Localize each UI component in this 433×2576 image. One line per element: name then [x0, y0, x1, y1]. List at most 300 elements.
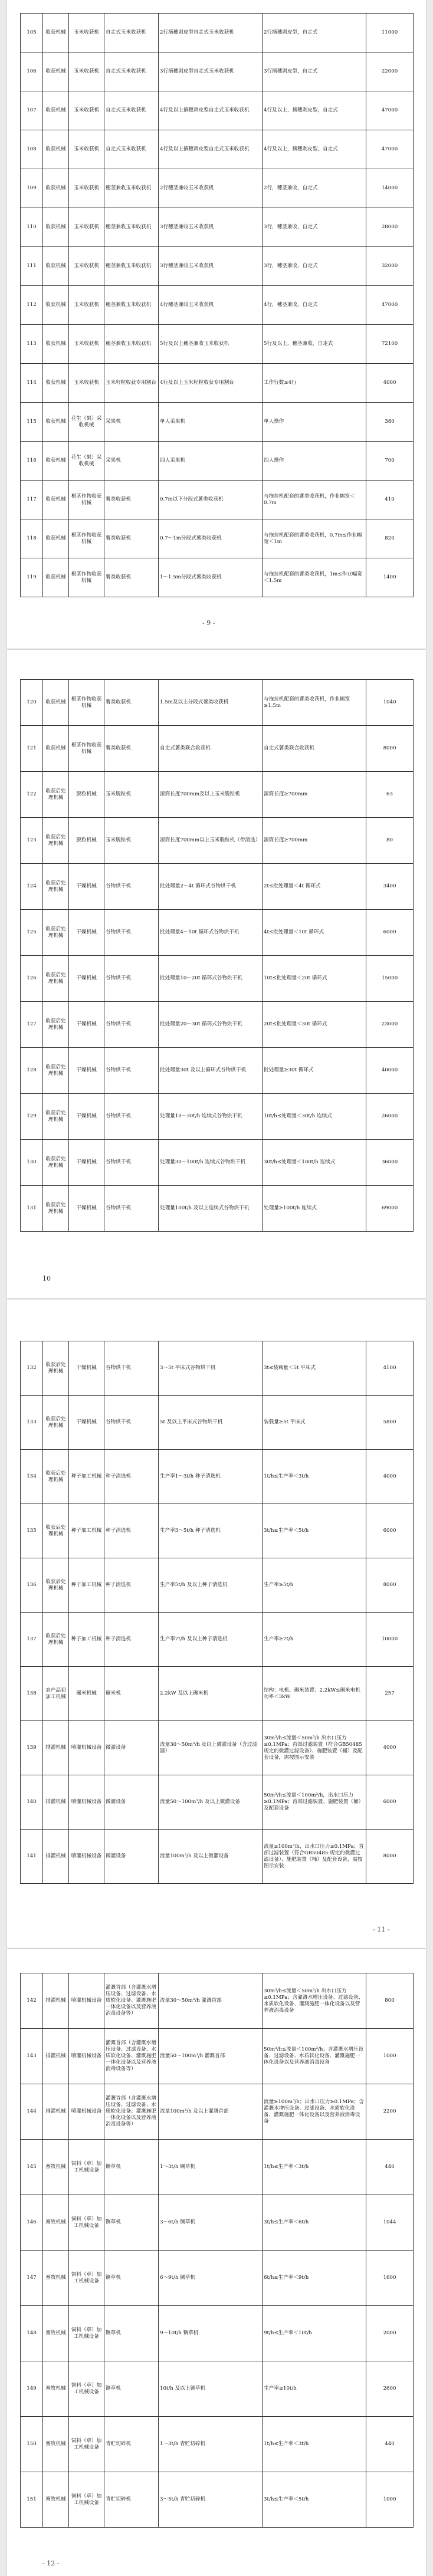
spec-cell: 滚筒长度≥700mm — [263, 818, 366, 864]
table-row — [21, 325, 414, 364]
spec-cell: 生产率≥10t/h — [263, 2361, 366, 2417]
subsidy-table — [20, 1973, 414, 2528]
subcategory-cell: 根茎作物收获机械 — [69, 481, 104, 519]
category-cell: 收获机械 — [43, 247, 69, 286]
spec-cell: 4行，穗茎兼收，自走式 — [263, 286, 366, 325]
subsidy-amount-cell: 4100 — [366, 1341, 414, 1396]
item-cell: 穗茎兼收玉米收获机 — [104, 247, 159, 286]
basic-grade-cell: 4行及以上摘穗剥皮型自走式玉米收获机 — [159, 91, 263, 130]
row-number: 120 — [21, 680, 43, 726]
item-cell: 谷物烘干机 — [104, 956, 159, 1002]
category-cell: 收获机械 — [43, 519, 69, 558]
subcategory-cell: 干燥机械 — [69, 956, 104, 1002]
category-cell: 收获机械 — [43, 403, 69, 442]
item-cell: 玉米脱粒机 — [104, 818, 159, 864]
category-cell: 收获后处理机械 — [43, 1140, 69, 1186]
item-cell: 薯类收获机 — [104, 558, 159, 597]
basic-grade-cell: 生产率1～3t/h 种子清选机 — [159, 1450, 263, 1504]
table-row — [21, 286, 414, 325]
row-number: 107 — [21, 91, 43, 130]
item-cell: 铡草机 — [104, 2140, 159, 2195]
subcategory-cell: 玉米收获机 — [69, 52, 104, 91]
table-row — [21, 519, 414, 558]
table-row — [21, 1667, 414, 1721]
item-cell: 谷物烘干机 — [104, 1002, 159, 1048]
table-row — [21, 2084, 414, 2140]
subsidy-amount-cell: 32000 — [366, 247, 414, 286]
spec-cell: 9t/h≤生产率＜10t/h — [263, 2306, 366, 2361]
subcategory-cell: 玉米收获机 — [69, 130, 104, 169]
basic-grade-cell: 3行穗茎兼收玉米收获机 — [159, 247, 263, 286]
item-cell: 玉米脱粒机 — [104, 772, 159, 818]
category-cell: 畜牧机械 — [43, 2251, 69, 2306]
subcategory-cell: 干燥机械 — [69, 1094, 104, 1140]
row-number: 143 — [21, 2029, 43, 2084]
subcategory-cell: 饲料（草）加工机械设备 — [69, 2417, 104, 2472]
row-number: 139 — [21, 1721, 43, 1775]
row-number: 112 — [21, 286, 43, 325]
subsidy-amount-cell: 2600 — [366, 2361, 414, 2417]
spec-cell: 生产率≥5t/h — [263, 1558, 366, 1613]
subsidy-amount-cell: 28000 — [366, 208, 414, 247]
item-cell: 薯类收获机 — [104, 726, 159, 772]
item-cell: 薯类收获机 — [104, 481, 159, 519]
category-cell: 收获后处理机械 — [43, 1002, 69, 1048]
row-number: 122 — [21, 772, 43, 818]
spec-cell: 10t≤批处理量＜20t 循环式 — [263, 956, 366, 1002]
subcategory-cell: 喷灌机械设备 — [69, 2084, 104, 2140]
subcategory-cell: 饲料（草）加工机械设备 — [69, 2472, 104, 2528]
subsidy-amount-cell: 2000 — [366, 2306, 414, 2361]
table-row — [21, 818, 414, 864]
spec-cell: 3t/h≤生产率＜5t/h — [263, 1504, 366, 1558]
item-cell: 谷物烘干机 — [104, 1186, 159, 1232]
basic-grade-cell: 5行及以上穗茎兼收玉米收获机 — [159, 325, 263, 364]
item-cell: 穗茎兼收玉米收获机 — [104, 169, 159, 208]
category-cell: 收获机械 — [43, 481, 69, 519]
basic-grade-cell: 处理量10～30t/h 连续式谷物烘干机 — [159, 1094, 263, 1140]
document-page-2 — [7, 650, 426, 1298]
item-cell: 采果机 — [104, 403, 159, 442]
subcategory-cell: 玉米收获机 — [69, 208, 104, 247]
row-number: 128 — [21, 1048, 43, 1094]
subsidy-amount-cell: 8000 — [366, 1558, 414, 1613]
subcategory-cell: 花生（果）采收机械 — [69, 442, 104, 481]
spec-cell: 2t≤批处理量＜4t 循环式 — [263, 864, 366, 910]
spec-cell: 生产率≥7t/h — [263, 1613, 366, 1667]
spec-cell: 处理量≥100t/h 连续式 — [263, 1186, 366, 1232]
category-cell: 收获机械 — [43, 169, 69, 208]
spec-cell: 2行，穗茎兼收，自走式 — [263, 169, 366, 208]
subcategory-cell: 饲料（草）加工机械设备 — [69, 2251, 104, 2306]
spec-cell: 四人操作 — [263, 442, 366, 481]
category-cell: 收获后处理机械 — [43, 864, 69, 910]
spec-cell: 1t/h≤生产率＜3t/h — [263, 1450, 366, 1504]
item-cell: 种子清选机 — [104, 1613, 159, 1667]
spec-cell: 1t/h≤生产率＜3t/h — [263, 2417, 366, 2472]
subcategory-cell: 根茎作物收获机械 — [69, 519, 104, 558]
page-number: 10 — [42, 1275, 51, 1282]
subsidy-amount-cell: 23000 — [366, 1002, 414, 1048]
item-cell: 采果机 — [104, 442, 159, 481]
row-number: 121 — [21, 726, 43, 772]
table-row — [21, 247, 414, 286]
category-cell: 农产品初加工机械 — [43, 1667, 69, 1721]
table-row — [21, 169, 414, 208]
subcategory-cell: 种子加工机械 — [69, 1504, 104, 1558]
basic-grade-cell: 2行穗茎兼收玉米收获机 — [159, 169, 263, 208]
spec-cell: 工作行数≥4行 — [263, 364, 366, 403]
item-cell: 谷物烘干机 — [104, 1140, 159, 1186]
subsidy-amount-cell: 47000 — [366, 130, 414, 169]
table-row — [21, 2140, 414, 2195]
table-row — [21, 864, 414, 910]
row-number: 110 — [21, 208, 43, 247]
row-number: 145 — [21, 2140, 43, 2195]
table-row — [21, 956, 414, 1002]
category-cell: 收获机械 — [43, 286, 69, 325]
row-number: 146 — [21, 2195, 43, 2251]
subsidy-amount-cell: 4000 — [366, 1721, 414, 1775]
subsidy-amount-cell: 10000 — [366, 1613, 414, 1667]
category-cell: 收获后处理机械 — [43, 1341, 69, 1396]
subsidy-amount-cell: 69000 — [366, 1186, 414, 1232]
item-cell: 微灌设备 — [104, 1775, 159, 1830]
item-cell: 穗茎兼收玉米收获机 — [104, 208, 159, 247]
category-cell: 收获机械 — [43, 52, 69, 91]
category-cell: 收获后处理机械 — [43, 1613, 69, 1667]
row-number: 123 — [21, 818, 43, 864]
row-number: 118 — [21, 519, 43, 558]
page-number: - 12 - — [42, 2559, 60, 2567]
subsidy-amount-cell: 5800 — [366, 1396, 414, 1450]
table-row — [21, 1450, 414, 1504]
spec-cell: 30m³/h≤流量＜50m³/h 出水口压力≥0.1MPa；首部过滤装置（符合GB50485 规定的微灌过滤设备）、施肥装置（桶）及配套设备，需按图示安装 — [263, 1721, 366, 1775]
basic-grade-cell: 0.7m以下分段式薯类收获机 — [159, 481, 263, 519]
subsidy-amount-cell: 22000 — [366, 52, 414, 91]
spec-cell: 4行及以上，摘穗剥皮型，自走式 — [263, 91, 366, 130]
item-cell: 谷物烘干机 — [104, 1094, 159, 1140]
subsidy-amount-cell: 47000 — [366, 286, 414, 325]
row-number: 135 — [21, 1504, 43, 1558]
row-number: 125 — [21, 910, 43, 956]
table-row — [21, 772, 414, 818]
subcategory-cell: 干燥机械 — [69, 1341, 104, 1396]
spec-cell: 30m³/h≤流量＜50m³/h 出水口压力≥0.1MPa；含灌溉水增压设备、过滤设备、水质软化设备、灌溉施肥一体化设备以及营养液消毒设备 — [263, 1973, 366, 2029]
category-cell: 收获后处理机械 — [43, 910, 69, 956]
row-number: 108 — [21, 130, 43, 169]
subcategory-cell: 种子加工机械 — [69, 1450, 104, 1504]
item-cell: 玉米籽粒收获专用割台 — [104, 364, 159, 403]
subsidy-amount-cell: 1040 — [366, 680, 414, 726]
basic-grade-cell: 1～3t/h 铡草机 — [159, 2140, 263, 2195]
subcategory-cell: 喷灌机械设备 — [69, 1830, 104, 1884]
category-cell: 畜牧机械 — [43, 2472, 69, 2528]
table-row — [21, 442, 414, 481]
basic-grade-cell: 批处理量30t 及以上循环式谷物烘干机 — [159, 1048, 263, 1094]
row-number: 129 — [21, 1094, 43, 1140]
table-row — [21, 910, 414, 956]
table-row — [21, 481, 414, 519]
subsidy-amount-cell: 2200 — [366, 2084, 414, 2140]
basic-grade-cell: 3～6t/h 铡草机 — [159, 2195, 263, 2251]
table-row — [21, 130, 414, 169]
subcategory-cell: 碾米机械 — [69, 1667, 104, 1721]
subcategory-cell: 喷灌机械设备 — [69, 1721, 104, 1775]
table-row — [21, 1973, 414, 2029]
subcategory-cell: 干燥机械 — [69, 910, 104, 956]
row-number: 150 — [21, 2417, 43, 2472]
category-cell: 收获机械 — [43, 14, 69, 52]
subsidy-amount-cell: 800 — [366, 1973, 414, 2029]
category-cell: 畜牧机械 — [43, 2140, 69, 2195]
subcategory-cell: 种子加工机械 — [69, 1558, 104, 1613]
basic-grade-cell: 1～1.5m分段式薯类收获机 — [159, 558, 263, 597]
basic-grade-cell: 处理量100t/h 及以上连续式谷物烘干机 — [159, 1186, 263, 1232]
subcategory-cell: 玉米收获机 — [69, 286, 104, 325]
item-cell: 种子清选机 — [104, 1504, 159, 1558]
table-row — [21, 2361, 414, 2417]
row-number: 124 — [21, 864, 43, 910]
item-cell: 种子清选机 — [104, 1450, 159, 1504]
table-row — [21, 1396, 414, 1450]
subcategory-cell: 饲料（草）加工机械设备 — [69, 2306, 104, 2361]
table-row — [21, 208, 414, 247]
subsidy-amount-cell: 6000 — [366, 1775, 414, 1830]
subcategory-cell: 花生（果）采收机械 — [69, 403, 104, 442]
category-cell: 收获后处理机械 — [43, 818, 69, 864]
category-cell: 收获机械 — [43, 208, 69, 247]
category-cell: 收获机械 — [43, 130, 69, 169]
item-cell: 铡草机 — [104, 2251, 159, 2306]
category-cell: 排灌机械 — [43, 2084, 69, 2140]
subsidy-amount-cell: 1000 — [366, 2472, 414, 2528]
subsidy-amount-cell: 36000 — [366, 1140, 414, 1186]
basic-grade-cell: 3～5t 平床式谷物烘干机 — [159, 1341, 263, 1396]
subsidy-amount-cell: 1400 — [366, 558, 414, 597]
item-cell: 谷物烘干机 — [104, 864, 159, 910]
spec-cell: 3t/h≤生产率＜6t/h — [263, 2195, 366, 2251]
category-cell: 收获机械 — [43, 325, 69, 364]
subcategory-cell: 干燥机械 — [69, 1048, 104, 1094]
row-number: 117 — [21, 481, 43, 519]
spec-cell: 与拖拉机配套的薯类收获机，1m≤作业幅宽＜1.5m — [263, 558, 366, 597]
table-row — [21, 1140, 414, 1186]
table-row — [21, 2195, 414, 2251]
document-page-3 — [7, 1299, 426, 1948]
subsidy-amount-cell: 4000 — [366, 1450, 414, 1504]
category-cell: 收获机械 — [43, 558, 69, 597]
basic-grade-cell: 批处理量10～20t 循环式谷物烘干机 — [159, 956, 263, 1002]
category-cell: 收获后处理机械 — [43, 1094, 69, 1140]
subsidy-amount-cell: 1000 — [366, 2029, 414, 2084]
category-cell: 收获后处理机械 — [43, 1048, 69, 1094]
subsidy-amount-cell: 440 — [366, 2417, 414, 2472]
subsidy-table — [20, 1341, 414, 1884]
item-cell: 灌溉首部（含灌溉水增压设备、过滤设备、水质软化设备、灌溉施肥一体化设备以及营养液消毒设备等） — [104, 2084, 159, 2140]
basic-grade-cell: 四人采果机 — [159, 442, 263, 481]
spec-cell: 3t≤装载量＜5t 平床式 — [263, 1341, 366, 1396]
basic-grade-cell: 流量100m³/h 及以上灌溉首部 — [159, 2084, 263, 2140]
subcategory-cell: 饲料（草）加工机械设备 — [69, 2361, 104, 2417]
subsidy-amount-cell: 1044 — [366, 2195, 414, 2251]
basic-grade-cell: 批处理量2～4t 循环式谷物烘干机 — [159, 864, 263, 910]
item-cell: 薯类收获机 — [104, 519, 159, 558]
document-page-1 — [7, 0, 426, 649]
subcategory-cell: 玉米收获机 — [69, 364, 104, 403]
row-number: 105 — [21, 14, 43, 52]
subcategory-cell: 玉米收获机 — [69, 169, 104, 208]
subsidy-amount-cell: 14000 — [366, 169, 414, 208]
row-number: 147 — [21, 2251, 43, 2306]
row-number: 151 — [21, 2472, 43, 2528]
basic-grade-cell: 6～9t/h 铡草机 — [159, 2251, 263, 2306]
spec-cell: 4t≤批处理量＜10t 循环式 — [263, 910, 366, 956]
item-cell: 碾米机 — [104, 1667, 159, 1721]
row-number: 144 — [21, 2084, 43, 2140]
basic-grade-cell: 4行及以上玉米籽粒收获专用割台 — [159, 364, 263, 403]
spec-cell: 10t/h≤处理量＜30t/h 连续式 — [263, 1094, 366, 1140]
spec-cell: 3行，穗茎兼收，自走式 — [263, 247, 366, 286]
row-number: 138 — [21, 1667, 43, 1721]
table-row — [21, 726, 414, 772]
table-row — [21, 2029, 414, 2084]
basic-grade-cell: 5t 及以上平床式谷物烘干机 — [159, 1396, 263, 1450]
table-row — [21, 52, 414, 91]
table-row — [21, 1094, 414, 1140]
table-row — [21, 91, 414, 130]
row-number: 106 — [21, 52, 43, 91]
row-number: 130 — [21, 1140, 43, 1186]
subcategory-cell: 干燥机械 — [69, 864, 104, 910]
basic-grade-cell: 流量100m³/h 及以上微灌设备 — [159, 1830, 263, 1884]
subsidy-table — [20, 13, 414, 597]
table-row — [21, 2472, 414, 2528]
basic-grade-cell: 3行摘穗剥皮型自走式玉米收获机 — [159, 52, 263, 91]
table-row — [21, 1613, 414, 1667]
row-number: 142 — [21, 1973, 43, 2029]
subcategory-cell: 脱粒机械 — [69, 818, 104, 864]
subsidy-amount-cell: 47000 — [366, 91, 414, 130]
basic-grade-cell: 自走式薯类联合收获机 — [159, 726, 263, 772]
subcategory-cell: 玉米收获机 — [69, 14, 104, 52]
spec-cell: 5行及以上，穗茎兼收，自走式 — [263, 325, 366, 364]
subcategory-cell: 根茎作物收获机械 — [69, 558, 104, 597]
row-number: 132 — [21, 1341, 43, 1396]
subcategory-cell: 干燥机械 — [69, 1396, 104, 1450]
row-number: 149 — [21, 2361, 43, 2417]
spec-cell: 批处理量≥30t 循环式 — [263, 1048, 366, 1094]
spec-cell: 3行摘穗剥皮型，自走式 — [263, 52, 366, 91]
basic-grade-cell: 4行及以上摘穗剥皮型自走式玉米收获机 — [159, 130, 263, 169]
spec-cell: 与拖拉机配套的薯类收获机，0.7m≤作业幅宽＜1m — [263, 519, 366, 558]
spec-cell: 2行摘穗剥皮型，自走式 — [263, 14, 366, 52]
subsidy-amount-cell: 11000 — [366, 14, 414, 52]
spec-cell: 4行及以上，摘穗剥皮型，自走式 — [263, 130, 366, 169]
spec-cell: 与拖拉机配套的薯类收获机，作业幅宽≥1.5m — [263, 680, 366, 726]
item-cell: 灌溉首部（含灌溉水增压设备、过滤设备、水质软化设备、灌溉施肥一体化设备以及营养液消毒设备等） — [104, 2029, 159, 2084]
item-cell: 铡草机 — [104, 2306, 159, 2361]
row-number: 140 — [21, 1775, 43, 1830]
item-cell: 穗茎兼收玉米收获机 — [104, 325, 159, 364]
subsidy-amount-cell: 40000 — [366, 1048, 414, 1094]
table-row — [21, 1186, 414, 1232]
spec-cell: 结构：电机、碾米装置；2.2kW≤碾米电机功率＜3kW — [263, 1667, 366, 1721]
row-number: 148 — [21, 2306, 43, 2361]
spec-cell: 滚筒长度≥700mm — [263, 772, 366, 818]
table-row — [21, 1721, 414, 1775]
basic-grade-cell: 生产率3～5t/h 种子清选机 — [159, 1504, 263, 1558]
basic-grade-cell: 生产率7t/h 及以上种子清选机 — [159, 1613, 263, 1667]
subcategory-cell: 玉米收获机 — [69, 325, 104, 364]
subsidy-amount-cell: 8000 — [366, 1830, 414, 1884]
basic-grade-cell: 生产率5t/h 及以上种子清选机 — [159, 1558, 263, 1613]
item-cell: 灌溉首部（含灌溉水增压设备、过滤设备、水质软化设备、灌溉施肥一体化设备以及营养液消毒设备等） — [104, 1973, 159, 2029]
basic-grade-cell: 流量50～100m³/h 及以上微灌设备 — [159, 1775, 263, 1830]
row-number: 111 — [21, 247, 43, 286]
row-number: 136 — [21, 1558, 43, 1613]
spec-cell: 单人操作 — [263, 403, 366, 442]
spec-cell: 50m³/h≤流量＜100m³/h；含灌溉水增压设备、过滤设备、水质软化设备、灌溉施肥一体化设备以及营养液消毒设备 — [263, 2029, 366, 2084]
subsidy-amount-cell: 63 — [366, 772, 414, 818]
subsidy-amount-cell: 80 — [366, 818, 414, 864]
category-cell: 收获机械 — [43, 680, 69, 726]
subsidy-amount-cell: 4000 — [366, 364, 414, 403]
row-number: 133 — [21, 1396, 43, 1450]
subsidy-amount-cell: 700 — [366, 442, 414, 481]
spec-cell: 30t/h≤处理量＜100t/h 连续式 — [263, 1140, 366, 1186]
item-cell: 谷物烘干机 — [104, 1396, 159, 1450]
subsidy-amount-cell: 257 — [366, 1667, 414, 1721]
table-row — [21, 364, 414, 403]
table-row — [21, 403, 414, 442]
table-row — [21, 2251, 414, 2306]
spec-cell: 与拖拉机配套的薯类收获机，作业幅宽＜0.7m — [263, 481, 366, 519]
basic-grade-cell: 批处理量20～30t 循环式谷物烘干机 — [159, 1002, 263, 1048]
subcategory-cell: 饲料（草）加工机械设备 — [69, 2195, 104, 2251]
item-cell: 种子清选机 — [104, 1558, 159, 1613]
row-number: 131 — [21, 1186, 43, 1232]
category-cell: 收获机械 — [43, 442, 69, 481]
category-cell: 收获机械 — [43, 364, 69, 403]
basic-grade-cell: 1.5m及以上分段式薯类收获机 — [159, 680, 263, 726]
basic-grade-cell: 滚筒长度700mm以上玉米脱粒机（带清选） — [159, 818, 263, 864]
category-cell: 收获后处理机械 — [43, 956, 69, 1002]
row-number: 141 — [21, 1830, 43, 1884]
document-page-4 — [7, 1949, 426, 2576]
spec-cell: 50m³/h≤流量＜100m³/h，出水口压力≥0.1MPa；首部过滤装置、施肥装置（桶）及配套设备 — [263, 1775, 366, 1830]
spec-cell: 3行，穗茎兼收，自走式 — [263, 208, 366, 247]
table-row — [21, 558, 414, 597]
item-cell: 自走式玉米收获机 — [104, 14, 159, 52]
basic-grade-cell: 10t/h 及以上铡草机 — [159, 2361, 263, 2417]
spec-cell: 20t≤批处理量＜30t 循环式 — [263, 1002, 366, 1048]
basic-grade-cell: 2行摘穗剥皮型自走式玉米收获机 — [159, 14, 263, 52]
item-cell: 自走式玉米收获机 — [104, 130, 159, 169]
subsidy-amount-cell: 6000 — [366, 1504, 414, 1558]
category-cell: 收获后处理机械 — [43, 1504, 69, 1558]
item-cell: 铡草机 — [104, 2361, 159, 2417]
table-row — [21, 1504, 414, 1558]
category-cell: 畜牧机械 — [43, 2361, 69, 2417]
subcategory-cell: 喷灌机械设备 — [69, 1775, 104, 1830]
subsidy-amount-cell: 1600 — [366, 2251, 414, 2306]
category-cell: 排灌机械 — [43, 1721, 69, 1775]
basic-grade-cell: 流量30～50m³/h 灌溉首部 — [159, 1973, 263, 2029]
page-number: - 9 - — [202, 619, 215, 627]
spec-cell: 自走式薯类联合收获机 — [263, 726, 366, 772]
subsidy-amount-cell: 820 — [366, 519, 414, 558]
